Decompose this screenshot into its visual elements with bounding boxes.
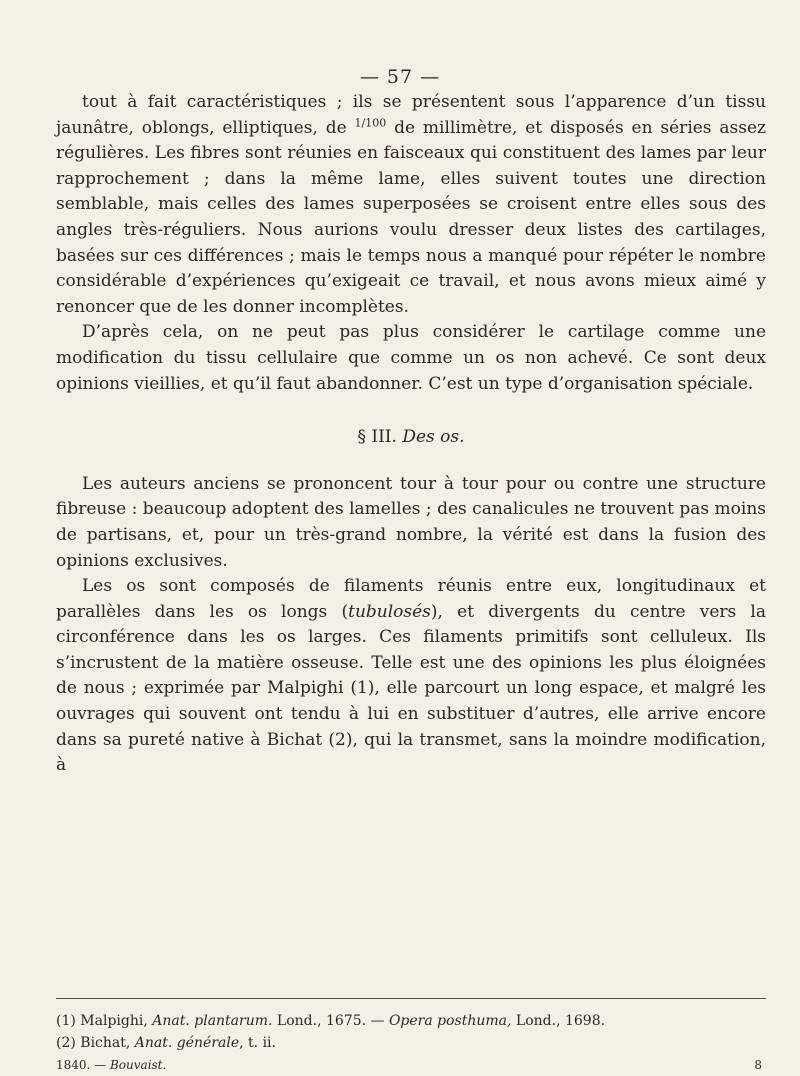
paragraph-bone-filaments — [56, 574, 766, 779]
paragraph-text: tout à fait caractéristiques ; ils se présentent sous l’apparence d’un tissu jaunâtre, oblongs, elliptiques, de — [56, 92, 766, 138]
printer-signature — [56, 1054, 766, 1076]
section-number: § III. — [357, 427, 403, 448]
paragraph-text: Les os sont composés de filaments réunis entre eux, longitudinaux et parallèles dans les os longs ( — [56, 576, 766, 622]
footnote-text: Lond., 1675. — — [272, 1013, 389, 1029]
section-title: Des os. — [402, 427, 465, 448]
italic-term: tubulosés — [348, 601, 431, 622]
section-heading — [56, 425, 766, 451]
footnote-2 — [56, 1032, 766, 1054]
signature-name: Bouvaist. — [109, 1058, 167, 1072]
footnote-italic: Anat. plantarum. — [152, 1013, 273, 1029]
footnote-text: (2) Bichat, — [56, 1035, 135, 1051]
footnote-divider — [56, 998, 766, 999]
signature-left — [56, 1054, 166, 1076]
paragraph-text: ), et divergents du centre vers la circonférence dans les os larges. Ces filaments primitifs sont celluleux. Ils s’incrustent de la matière osseuse. Telle est une des opinions les plus éloignées de nous ; exprimée par Malpighi (1), elle parcourt un long espace, et malgré les ouvrages qui souvent ont tendu à lui en substituer d’autres, elle arrive encore dans sa pureté native à Bichat (2), qui la transmet, sans la moindre modification, à — [56, 601, 766, 776]
footnote-text: Lond., 1698. — [511, 1013, 606, 1029]
footnote-1 — [56, 1010, 766, 1032]
fraction: 1/100 — [354, 115, 387, 129]
paragraph-conclusion: D’après cela, on ne peut pas plus considérer le cartilage comme une modification du tissu cellulaire que comme un os non achevé. Ce sont deux opinions vieillies, et qu’il faut abandonner. C’est un type d’organisation spéciale. — [56, 322, 766, 394]
footnote-text: , t. ii. — [239, 1035, 276, 1051]
footnote-italic: Opera posthuma, — [388, 1013, 512, 1029]
paragraph-text: de millimètre, et disposés en séries assez régulières. Les fibres sont réunies en faisceaux qui constituent des lames par leur rapprochement ; dans la même lame, elles suivent toutes une direction semblable, mais celles des lames superposées se croisent entre elles sous des angles très-réguliers. Nous aurions voulu dresser deux listes des cartilages, basées sur ces différences ; mais le temps nous a manqué pour répéter le nombre considérable d’expériences qu’exigeait ce travail, et nous avons mieux aimé y renoncer que de les donner incomplètes. — [56, 117, 766, 317]
footnote-text: (1) Malpighi, — [56, 1013, 153, 1029]
paragraph-cartilage-fibres — [56, 90, 766, 320]
signature-year: 1840. — — [56, 1058, 110, 1072]
footnotes — [56, 1010, 766, 1076]
footnote-italic: Anat. générale — [134, 1035, 240, 1051]
signature-mark: 8 — [754, 1058, 762, 1072]
page-number: — 57 — — [359, 66, 441, 88]
paragraph-ancient-authors: Les auteurs anciens se prononcent tour à tour pour ou contre une structure fibreuse : beaucoup adoptent des lamelles ; des canalicules ne trouvent pas moins de partisans, et, pour un très-grand nombre, la vérité est dans la fusion des opinions exclusives. — [56, 473, 766, 571]
body-text — [56, 90, 766, 779]
